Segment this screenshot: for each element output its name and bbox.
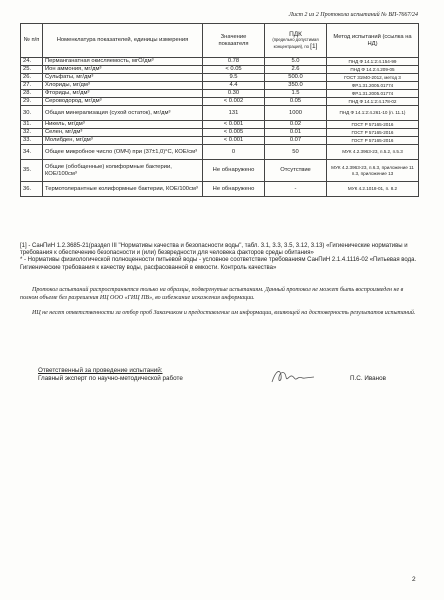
table-row <box>21 182 419 197</box>
cell-value: 9.5 <box>203 74 265 82</box>
col-header-method: Метод испытаний (ссылка на НД) <box>327 24 419 58</box>
cell-pdk: Отсутствие <box>265 160 327 182</box>
cell-num: 26. <box>21 74 43 82</box>
cell-name: Селен, мг/дм³ <box>43 129 203 137</box>
cell-value: < 0.001 <box>203 137 265 145</box>
cell-value: < 0.002 <box>203 98 265 106</box>
cell-num: 33. <box>21 137 43 145</box>
table-row <box>21 129 419 137</box>
table-row <box>21 74 419 82</box>
table-row <box>21 160 419 182</box>
cell-num: 25. <box>21 66 43 74</box>
cell-method: ГОСТ Р 57165-2016 <box>327 137 419 145</box>
cell-method: МУК 4.2.1018-01, п. 8.2 <box>327 182 419 197</box>
cell-pdk: 0.02 <box>265 121 327 129</box>
col-header-name: Номенклатура показателей, единицы измерения <box>43 24 203 58</box>
responsible-title: Ответственный за проведение испытаний: <box>38 367 163 374</box>
cell-method: ГОСТ 31940-2012, метод 3 <box>327 74 419 82</box>
col-header-num: № п/п <box>21 24 43 58</box>
cell-value: < 0.005 <box>203 129 265 137</box>
pdk-ref: [1] <box>310 42 318 50</box>
table-row <box>21 82 419 90</box>
table-row <box>21 137 419 145</box>
footnote-ref2: * - Нормативы физиологической полноценности питьевой воды - условное соответствие требованиям СанПиН 2.1.4.1116-02 «Питьевая вода. Гигиенические требования к качеству воды, расфасованной в емкости. Контроль качества» <box>20 257 417 271</box>
cell-value: 131 <box>203 106 265 121</box>
disclaimer-p2: ИЦ не несет ответственности за отбор проб Заказчиком и предоставление им информации, влияющей на достоверность результатов испытаний. <box>32 310 416 316</box>
pdk-title: ПДК <box>289 30 302 38</box>
cell-method: ПНД Ф 14.1:2:4.154-99 <box>327 58 419 66</box>
pdk-subtitle: (предельно допустимая концентрация), по [1] <box>272 36 319 50</box>
cell-num: 34. <box>21 145 43 160</box>
cell-pdk: 350.0 <box>265 82 327 90</box>
col-header-value: Значение показателя <box>203 24 265 58</box>
cell-name: Перманганатная окисляемость, мгО/дм³ <box>43 58 203 66</box>
cell-num: 27. <box>21 82 43 90</box>
cell-name: Общие (обобщенные) колиформные бактерии, КОЕ/100см³ <box>43 160 203 182</box>
cell-num: 24. <box>21 58 43 66</box>
cell-num: 35. <box>21 160 43 182</box>
footnotes <box>20 243 418 272</box>
cell-value: 0.78 <box>203 58 265 66</box>
cell-value: 0.30 <box>203 90 265 98</box>
cell-num: 29. <box>21 98 43 106</box>
cell-method: ПНД Ф 14.1:2:4.178-02 <box>327 98 419 106</box>
table-row <box>21 98 419 106</box>
col-header-pdk <box>265 24 327 58</box>
cell-method: ФР.1.31.2005.01774 <box>327 90 419 98</box>
cell-method: ПНД Ф 14.1:2:4.261-10 (п. 11.1) <box>327 106 419 121</box>
table-row <box>21 121 419 129</box>
responsible-position: Главный эксперт по научно-методической работе <box>38 374 183 382</box>
cell-name: Термотолерантные колиформные бактерии, КОЕ/100см³ <box>43 182 203 197</box>
cell-name: Ион аммония, мг/дм³ <box>43 66 203 74</box>
cell-method: МУК 4.2.3963-23, п.6.3, приложение 11 п.3, приложение 13 <box>327 160 419 182</box>
disclaimer <box>20 287 418 318</box>
table-row <box>21 66 419 74</box>
cell-name: Никель, мг/дм³ <box>43 121 203 129</box>
cell-pdk: 5.0 <box>265 58 327 66</box>
cell-num: 28. <box>21 90 43 98</box>
cell-pdk: 0.05 <box>265 98 327 106</box>
cell-pdk: - <box>265 182 327 197</box>
footnote-ref1: [1] - СанПиН 1.2.3685-21(раздел III "Нормативы качества и безопасности воды", табл. 3.1, 3.3, 3.5, 3.12, 3.13) «Гигиенические нормативы и требования к обеспечению безопасности и (или) безвредности для человека факторов среды обитания» <box>20 243 408 257</box>
cell-method: ПНД Ф 14.2:4.209-05 <box>327 66 419 74</box>
cell-pdk: 1000 <box>265 106 327 121</box>
cell-name: Фториды, мг/дм³ <box>43 90 203 98</box>
cell-value: < 0.05 <box>203 66 265 74</box>
table-row <box>21 90 419 98</box>
cell-pdk: 1.5 <box>265 90 327 98</box>
cell-name: Молибден, мг/дм³ <box>43 137 203 145</box>
cell-value: < 0.001 <box>203 121 265 129</box>
cell-name: Сульфаты, мг/дм³ <box>43 74 203 82</box>
signature-image <box>268 367 318 385</box>
results-table <box>20 23 419 197</box>
cell-num: 36. <box>21 182 43 197</box>
cell-name: Хлориды, мг/дм³ <box>43 82 203 90</box>
cell-value: Не обнаружено <box>203 160 265 182</box>
sheet-header: Лист 2 из 2 Протокола испытаний № ВП-7667/24 <box>288 12 418 18</box>
cell-value: 0 <box>203 145 265 160</box>
cell-num: 32. <box>21 129 43 137</box>
responsible-block <box>38 367 418 383</box>
cell-pdk: 0.07 <box>265 137 327 145</box>
cell-num: 31. <box>21 121 43 129</box>
cell-pdk: 0.01 <box>265 129 327 137</box>
cell-name: Общее микробное число (ОМЧ) при (37±1,0)°С, КОЕ/см³ <box>43 145 203 160</box>
cell-method: ГОСТ Р 57165-2016 <box>327 129 419 137</box>
table-header-row <box>21 24 419 58</box>
cell-name: Общая минерализация (сухой остаток), мг/дм³ <box>43 106 203 121</box>
cell-method: МУК 4.2.3963-23, п.5.2, п.5.3 <box>327 145 419 160</box>
page-number: 2 <box>412 576 416 583</box>
cell-value: 4.4 <box>203 82 265 90</box>
disclaimer-p1: Протокол испытаний распространяется только на образцы, подвергнутые испытаниям. Данный протокол не может быть воспроизведен не в полном объеме без разрешения ИЦ ООО «ГИЦ ПВ», во избежание искажения информации. <box>20 287 404 301</box>
cell-pdk: 2.6 <box>265 66 327 74</box>
cell-value: Не обнаружено <box>203 182 265 197</box>
table-row <box>21 106 419 121</box>
cell-pdk: 500.0 <box>265 74 327 82</box>
cell-method: ГОСТ Р 57165-2016 <box>327 121 419 129</box>
cell-num: 30. <box>21 106 43 121</box>
cell-name: Сероводород, мг/дм³ <box>43 98 203 106</box>
responsible-name: П.С. Иванов <box>350 375 386 382</box>
table-row <box>21 145 419 160</box>
cell-pdk: 50 <box>265 145 327 160</box>
cell-method: ФР.1.31.2005.01774 <box>327 82 419 90</box>
table-row <box>21 58 419 66</box>
